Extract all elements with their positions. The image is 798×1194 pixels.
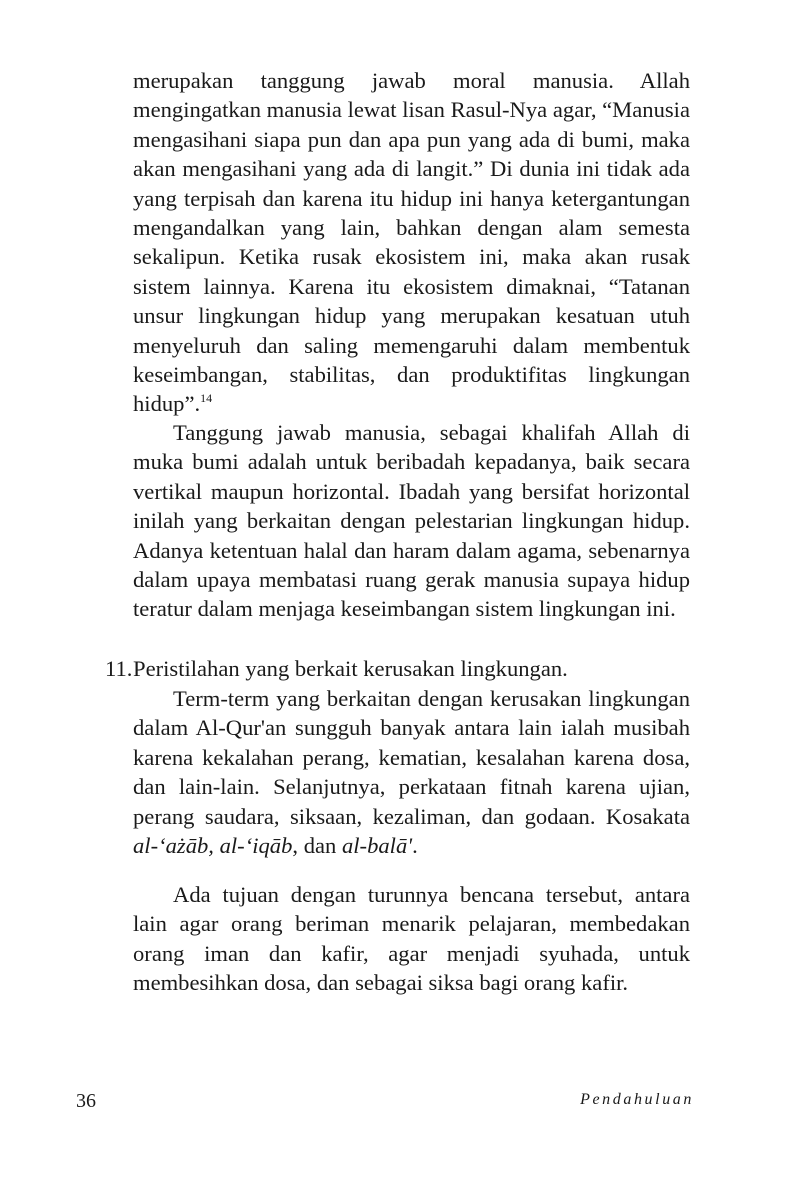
paragraph-3-text: Term-term yang berkaitan dengan kerusakan lingkungan dalam Al-Qur'an sungguh banyak antara lain ialah musibah karena kekalahan perang, kematian, kesalahan karena dosa, dan lain-lain. Selanjutnya, perkataan fitnah karena ujian, perang saudara, siksaan, kezaliman, dan godaan. Kosakata: [133, 686, 690, 829]
running-footer-title: Pendahuluan: [580, 1091, 694, 1108]
body-paragraph-4: [133, 880, 690, 998]
numbered-item-11: [105, 654, 690, 683]
item-number: 11.: [105, 656, 133, 681]
page-number: 36: [76, 1090, 96, 1112]
body-paragraph-2: [133, 418, 690, 624]
paragraph-3-end: .: [412, 833, 418, 859]
body-paragraph-1: [133, 66, 690, 419]
footnote-reference[interactable]: 14: [200, 391, 213, 406]
arabic-term-1: al-‘ażāb, al-‘iqāb: [133, 833, 293, 859]
paragraph-2-text: Tanggung jawab manusia, sebagai khalifah Allah di muka bumi adalah untuk beribadah kepadanya, baik secara vertikal maupun horizontal. Ibadah yang bersifat horizontal inilah yang berkaitan dengan pelestarian lingkungan hidup. Adanya ketentuan halal dan haram dalam agama, sebenarnya dalam upaya membatasi ruang gerak manusia supaya hidup teratur dalam menjaga keseimbangan sistem lingkungan ini.: [133, 420, 690, 622]
item-heading: Peristilahan yang berkait kerusakan lingkungan.: [133, 656, 568, 681]
paragraph-4-text: Ada tujuan dengan turunnya bencana tersebut, antara lain agar orang beriman menarik pelajaran, membedakan orang iman dan kafir, agar menjadi syuhada, untuk membesihkan dosa, dan sebagai siksa bagi orang kafir.: [133, 882, 690, 996]
paragraph-1-text: merupakan tanggung jawab moral manusia. Allah mengingatkan manusia lewat lisan Rasul-Nya agar, “Manusia mengasihani siapa pun dan apa pun yang ada di bumi, maka akan mengasihani yang ada di langit.” Di dunia ini tidak ada yang terpisah dan karena itu hidup ini hanya ketergantungan mengandalkan yang lain, bahkan dengan alam semesta sekalipun. Ketika rusak ekosistem ini, maka akan rusak sistem lainnya. Karena itu ekosistem dimaknai, “Tatanan unsur lingkungan hidup yang merupakan kesatuan utuh menyeluruh dan saling memengaruhi dalam membentuk keseimbangan, stabilitas, dan produktifitas lingkungan hidup”.: [133, 68, 690, 417]
paragraph-3-connector: , dan: [292, 833, 337, 859]
arabic-term-2: al-balā': [341, 833, 413, 859]
body-paragraph-3: [133, 684, 690, 860]
